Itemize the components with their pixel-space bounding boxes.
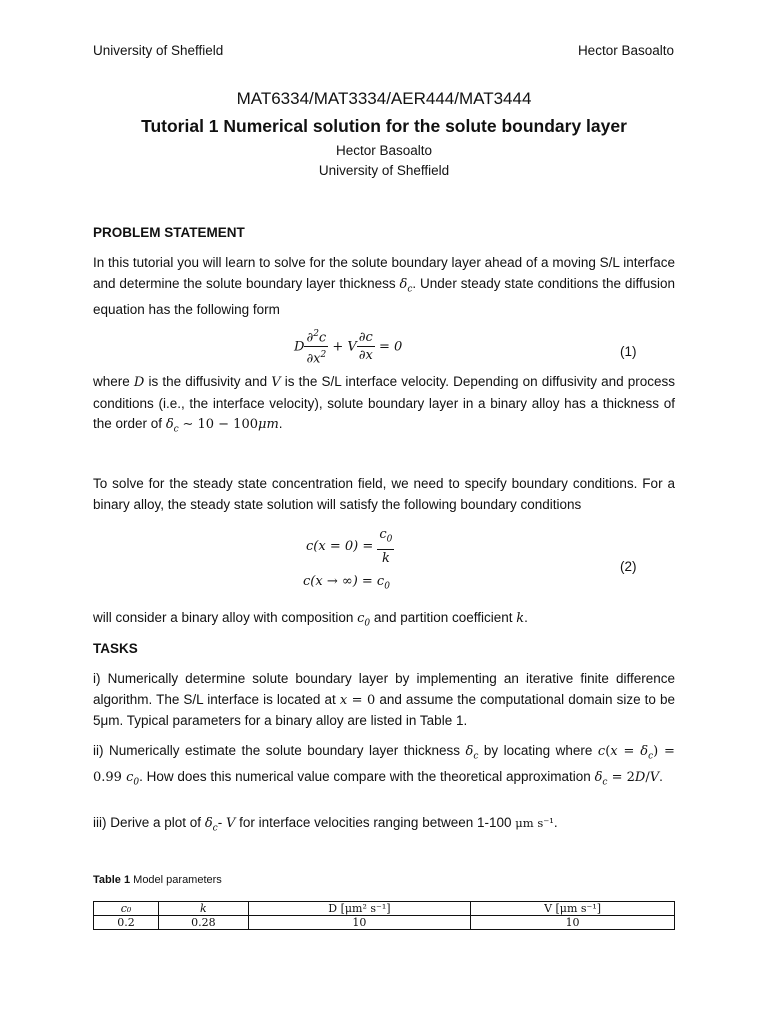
problem-heading: PROBLEM STATEMENT — [93, 225, 245, 240]
table-cell-k: 0.28 — [159, 916, 249, 930]
problem-paragraph-1: In this tutorial you will learn to solve for the solute boundary layer ahead of a moving S/L interface and determine the solute boundary layer thickness $\delta_c$. Under steady state conditions the diffusion equation has the following form — [93, 255, 675, 317]
course-codes: MAT6334/MAT3334/AER444/MAT3444 — [236, 89, 532, 108]
author: Hector Basoalto — [335, 143, 433, 158]
header-right: Hector Basoalto — [577, 43, 674, 58]
table-cell-v: 10 — [471, 916, 675, 930]
page-title: Tutorial 1 Numerical solution for the solute boundary layer — [141, 116, 627, 136]
equation-2-number: (2) — [620, 559, 637, 574]
table-row — [94, 916, 675, 930]
equation-2-line-1: c(x = 0) = $\frac{c_0}{k}$ — [306, 527, 393, 566]
table-cell-c0: 0.2 — [94, 916, 159, 930]
header-left: University of Sheffield — [93, 43, 224, 58]
problem-paragraph-2: where D is the diffusivity and V is the S/L interface velocity. Depending on diffusivity and process conditions (i.e., the interface velocity), solute boundary layer in a binary alloy has a thickness of the order of $\delta_c$ ∼ 10 − 100μm. — [93, 374, 675, 435]
task-3: iii) Derive a plot of $\delta_c-$ V for interface velocities ranging between 1-100 μm s⁻¹. — [93, 815, 558, 834]
equation-2-line-2: c(x → ∞) = $c_0$ — [303, 574, 390, 592]
task-1: i) Numerically determine solute boundary layer by implementing an iterative finite difference algorithm. The S/L interface is located at x = 0 and assume the computational domain size to be 5μm. Typical parameters for a binary alloy are listed in Table 1. — [93, 671, 675, 729]
affiliation: University of Sheffield — [318, 163, 450, 178]
problem-paragraph-3: To solve for the steady state concentration field, we need to specify boundary conditions. For a binary alloy, the steady state solution will satisfy the following boundary conditions — [93, 476, 675, 512]
task-2: ii) Numerically estimate the solute boundary layer thickness $\delta_c$ by locating where $c(x = \delta_c) = 0.99$ $c_0$. How does this numerical value compare with the theoretical approximation $\delta_c = 2D/V$. — [93, 743, 675, 788]
equation-1-number: (1) — [620, 344, 637, 359]
table-header-row — [94, 902, 675, 916]
problem-paragraph-4: will consider a binary alloy with composition $c_0$ and partition coefficient k. — [93, 610, 528, 629]
table-cell-d: 10 — [248, 916, 470, 930]
parameters-table — [93, 901, 675, 930]
tasks-heading: TASKS — [93, 641, 138, 656]
table-caption: Table 1 Model parameters — [93, 874, 222, 886]
table-header-c0: c₀ — [94, 902, 159, 916]
equation-1: D $\frac{\partial^2c}{\partial x^2}$ + V $\frac{\partial c}{\partial x}$ = 0 — [294, 326, 402, 368]
table-header-v: V [μm s⁻¹] — [471, 902, 675, 916]
table-header-k: k — [159, 902, 249, 916]
table-header-d: D [μm² s⁻¹] — [248, 902, 470, 916]
